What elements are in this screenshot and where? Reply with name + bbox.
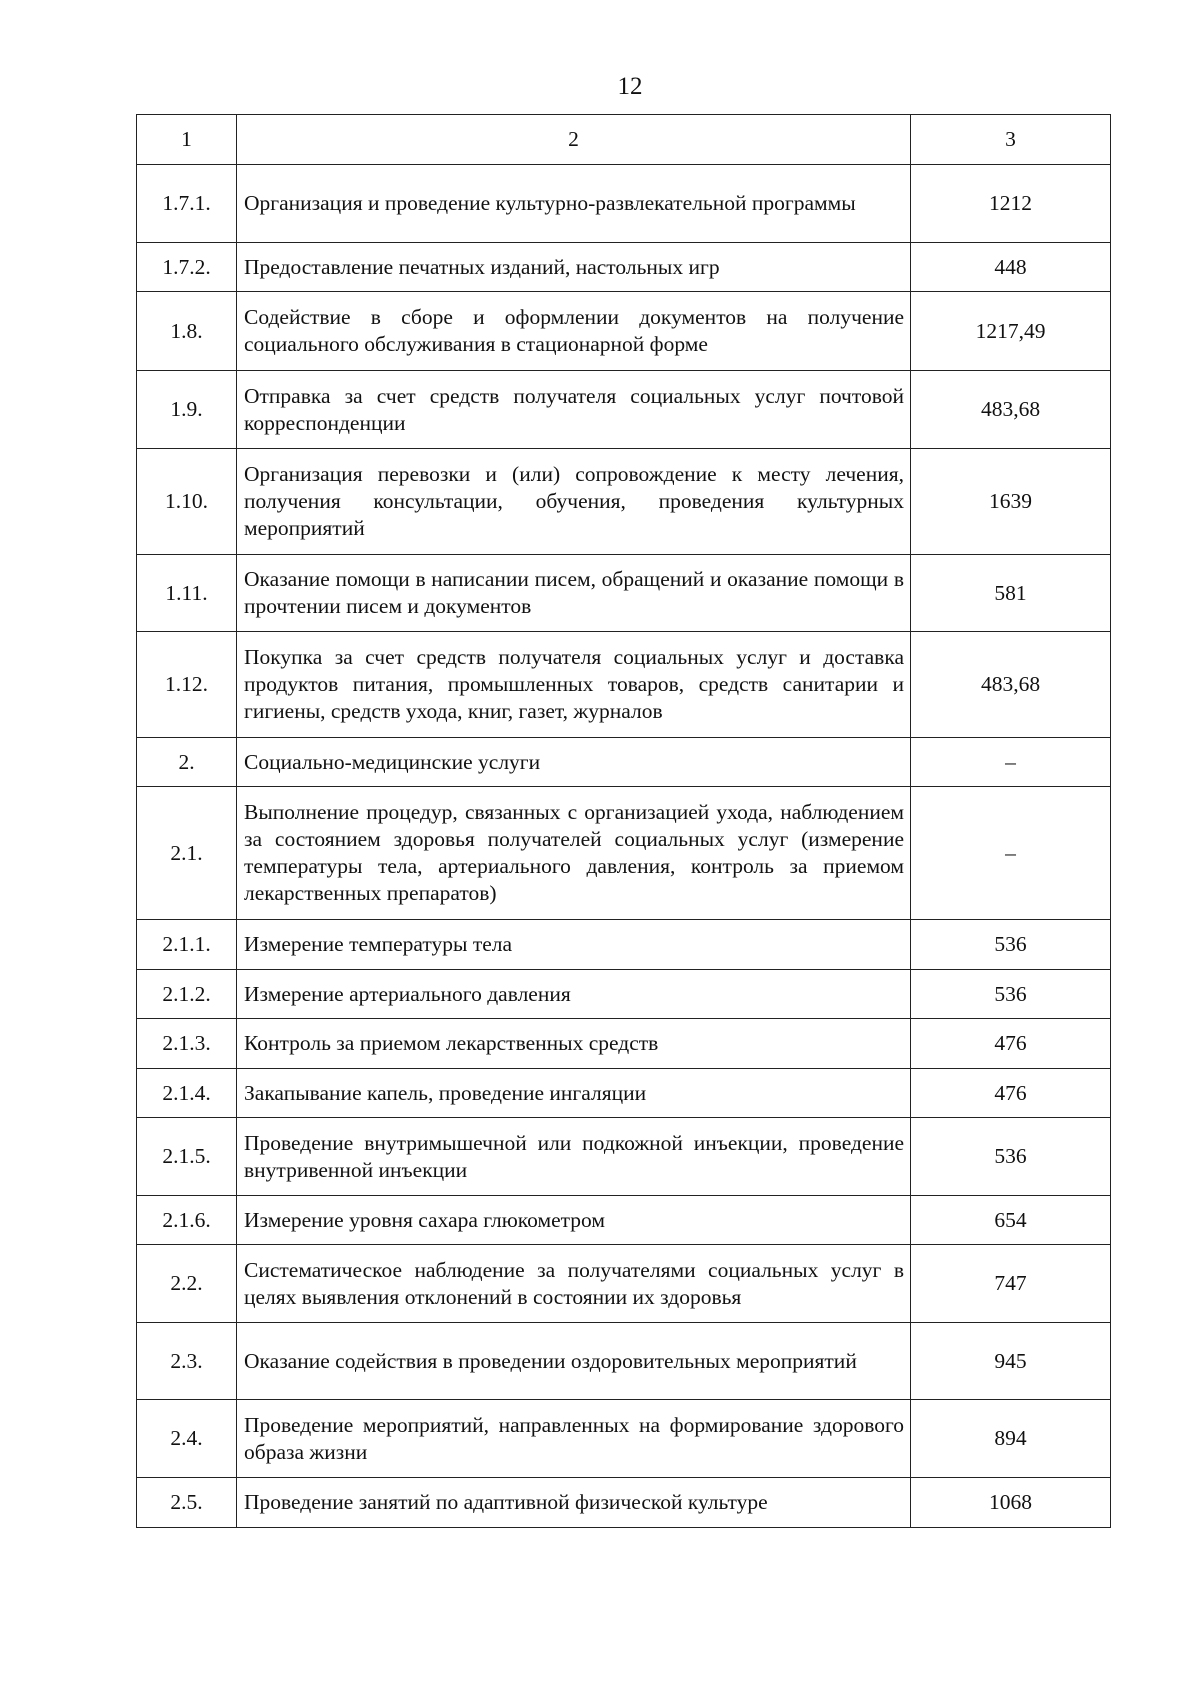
row-description: Социально-медицинские услуги	[237, 738, 911, 787]
row-number: 1.8.	[137, 292, 237, 371]
row-number: 2.1.5.	[137, 1118, 237, 1196]
row-description: Выполнение процедур, связанных с организацией ухода, наблюдением за состоянием здоровья получателей социальных услуг (измерение температуры тела, артериального давления, контроль за приемом лекарственных препаратов)	[237, 787, 911, 920]
row-number: 1.10.	[137, 449, 237, 555]
row-description: Контроль за приемом лекарственных средств	[237, 1019, 911, 1069]
row-value: 536	[911, 1118, 1111, 1196]
row-number: 2.5.	[137, 1478, 237, 1528]
row-value: 581	[911, 555, 1111, 632]
table-row	[137, 970, 1111, 1019]
table-row	[137, 371, 1111, 449]
row-description: Оказание содействия в проведении оздоровительных мероприятий	[237, 1323, 911, 1400]
row-description: Измерение температуры тела	[237, 920, 911, 970]
row-number: 2.2.	[137, 1245, 237, 1323]
table-row	[137, 165, 1111, 243]
table-row	[137, 1400, 1111, 1478]
row-number: 1.12.	[137, 632, 237, 738]
row-value: –	[911, 787, 1111, 920]
column-header-value: 3	[911, 115, 1111, 165]
page-number: 12	[617, 73, 643, 100]
row-number: 2.1.1.	[137, 920, 237, 970]
column-header-description: 2	[237, 115, 911, 165]
row-number: 1.7.1.	[137, 165, 237, 243]
table-row	[137, 1196, 1111, 1245]
table-row	[137, 1323, 1111, 1400]
row-description: Закапывание капель, проведение ингаляции	[237, 1069, 911, 1118]
row-value: 476	[911, 1019, 1111, 1069]
row-number: 1.11.	[137, 555, 237, 632]
row-number: 2.1.6.	[137, 1196, 237, 1245]
table-row	[137, 1069, 1111, 1118]
table-row	[137, 243, 1111, 292]
table-row	[137, 1478, 1111, 1528]
table-row	[137, 1245, 1111, 1323]
table-row	[137, 555, 1111, 632]
services-table	[136, 114, 1111, 1528]
row-number: 2.1.	[137, 787, 237, 920]
table-row	[137, 632, 1111, 738]
row-number: 1.9.	[137, 371, 237, 449]
row-description: Проведение мероприятий, направленных на формирование здорового образа жизни	[237, 1400, 911, 1478]
row-description: Оказание помощи в написании писем, обращений и оказание помощи в прочтении писем и документов	[237, 555, 911, 632]
row-description: Организация перевозки и (или) сопровождение к месту лечения, получения консультации, обучения, проведения культурных мероприятий	[237, 449, 911, 555]
table-row	[137, 1019, 1111, 1069]
row-value: 654	[911, 1196, 1111, 1245]
row-value: 483,68	[911, 371, 1111, 449]
row-description: Систематическое наблюдение за получателями социальных услуг в целях выявления отклонений в состоянии их здоровья	[237, 1245, 911, 1323]
table-header-row	[137, 115, 1111, 165]
row-value: 536	[911, 920, 1111, 970]
row-number: 2.1.2.	[137, 970, 237, 1019]
row-value: –	[911, 738, 1111, 787]
row-description: Содействие в сборе и оформлении документов на получение социального обслуживания в стационарной форме	[237, 292, 911, 371]
row-value: 483,68	[911, 632, 1111, 738]
table-row	[137, 1118, 1111, 1196]
row-value: 1217,49	[911, 292, 1111, 371]
row-number: 2.4.	[137, 1400, 237, 1478]
row-number: 1.7.2.	[137, 243, 237, 292]
row-value: 1212	[911, 165, 1111, 243]
row-description: Отправка за счет средств получателя социальных услуг почтовой корреспонденции	[237, 371, 911, 449]
table-row	[137, 738, 1111, 787]
row-description: Проведение внутримышечной или подкожной инъекции, проведение внутривенной инъекции	[237, 1118, 911, 1196]
row-description: Проведение занятий по адаптивной физической культуре	[237, 1478, 911, 1528]
row-description: Измерение артериального давления	[237, 970, 911, 1019]
row-description: Измерение уровня сахара глюкометром	[237, 1196, 911, 1245]
row-description: Предоставление печатных изданий, настольных игр	[237, 243, 911, 292]
table-row	[137, 787, 1111, 920]
row-value: 1068	[911, 1478, 1111, 1528]
row-value: 536	[911, 970, 1111, 1019]
row-value: 747	[911, 1245, 1111, 1323]
row-value: 448	[911, 243, 1111, 292]
table-row	[137, 449, 1111, 555]
table-row	[137, 920, 1111, 970]
row-number: 2.3.	[137, 1323, 237, 1400]
row-value: 1639	[911, 449, 1111, 555]
column-header-number: 1	[137, 115, 237, 165]
row-description: Организация и проведение культурно-развлекательной программы	[237, 165, 911, 243]
row-value: 476	[911, 1069, 1111, 1118]
row-number: 2.	[137, 738, 237, 787]
row-description: Покупка за счет средств получателя социальных услуг и доставка продуктов питания, промышленных товаров, средств санитарии и гигиены, средств ухода, книг, газет, журналов	[237, 632, 911, 738]
row-number: 2.1.4.	[137, 1069, 237, 1118]
row-value: 894	[911, 1400, 1111, 1478]
row-number: 2.1.3.	[137, 1019, 237, 1069]
table-row	[137, 292, 1111, 371]
row-value: 945	[911, 1323, 1111, 1400]
